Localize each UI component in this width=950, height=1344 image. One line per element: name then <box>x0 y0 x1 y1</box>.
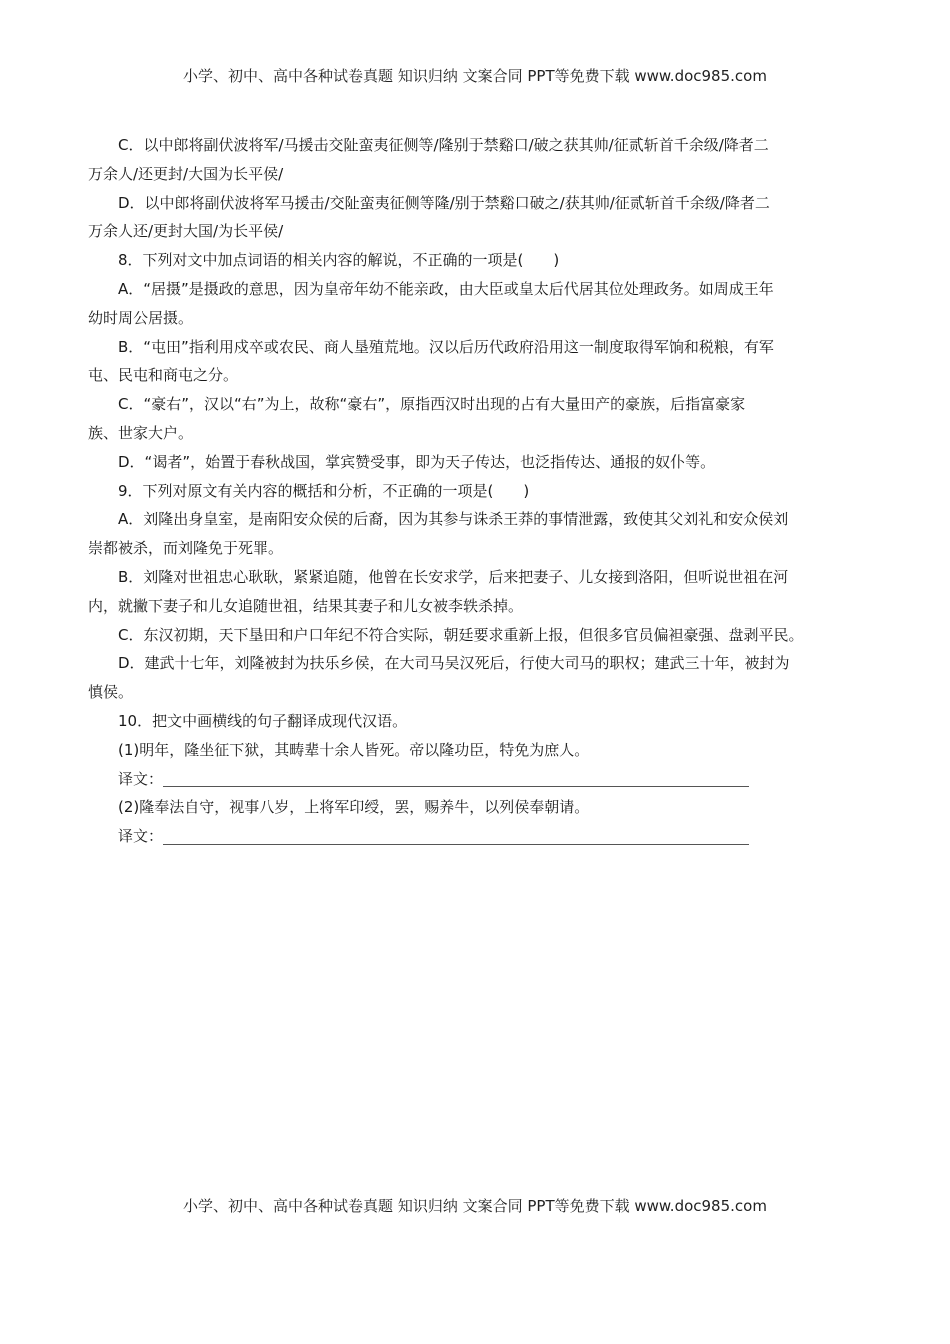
q9-option-b: B．刘隆对世祖忠心耿耿，紧紧追随，他曾在长安求学，后来把妻子、儿女接到洛阳，但听说世祖在河 <box>118 567 789 586</box>
q9-option-d: D．建武十七年，刘隆被封为扶乐乡侯，在大司马吴汉死后，行使大司马的职权；建武三十年，被封为 <box>118 654 790 673</box>
q8-option-b-cont: 屯、民屯和商屯之分。 <box>88 366 239 385</box>
q8-option-a-cont: 幼时周公居摄。 <box>88 308 194 327</box>
document-body <box>88 131 863 851</box>
q10-answer-2 <box>88 822 863 851</box>
q9-option-a: A．刘隆出身皇室，是南阳安众侯的后裔，因为其参与诛杀王莽的事情泄露，致使其父刘礼和安众侯刘 <box>118 510 789 529</box>
question-9 <box>88 477 863 707</box>
page-footer: 小学、初中、高中各种试卷真题 知识归纳 文案合同 PPT等免费下载 www.doc985.com <box>183 1197 767 1215</box>
answer-blank-line <box>163 828 749 845</box>
q10-stem: 10．把文中画横线的句子翻译成现代汉语。 <box>118 711 408 730</box>
q7-option-c: C．以中郎将副伏波将军/马援击交阯蛮夷征侧等/隆别于禁谿口/破之获其帅/征贰斩首千余级/降者二 <box>118 136 769 154</box>
q9-option-d-cont: 慎侯。 <box>88 683 134 702</box>
q8-option-c: C．“豪右”，汉以“右”为上，故称“豪右”，原指西汉时出现的占有大量田产的豪族，后指富豪家 <box>118 395 746 414</box>
q8-option-b: B．“屯田”指利用戍卒或农民、商人垦殖荒地。汉以后历代政府沿用这一制度取得军饷和税粮，有军 <box>118 337 774 356</box>
answer-label: 译文： <box>118 827 164 846</box>
q10-answer-1 <box>88 765 863 794</box>
question-10 <box>88 707 863 851</box>
answer-blank-line <box>163 770 749 787</box>
q10-sentence-2: (2)隆奉法自守，视事八岁，上将军印绶，罢，赐养牛，以列侯奉朝请。 <box>118 798 590 817</box>
q9-option-b-cont: 内，就撇下妻子和儿女追随世祖，结果其妻子和儿女被李轶杀掉。 <box>88 596 524 615</box>
q8-option-a: A．“居摄”是摄政的意思，因为皇帝年幼不能亲政，由大臣或皇太后代居其位处理政务。如周成王年 <box>118 279 774 298</box>
q7-option-d-cont: 万余人还/更封大国/为长平侯/ <box>88 222 284 241</box>
q9-option-a-cont: 崇都被杀，而刘隆免于死罪。 <box>88 539 284 558</box>
q8-option-d: D．“谒者”，始置于春秋战国，掌宾赞受事，即为天子传达，也泛指传达、通报的奴仆等。 <box>118 452 716 471</box>
q9-option-c: C．东汉初期，天下垦田和户口年纪不符合实际，朝廷要求重新上报，但很多官员偏袒豪强、盘剥平民。 <box>118 625 804 644</box>
q8-stem: 8．下列对文中加点词语的相关内容的解说，不正确的一项是( ) <box>118 251 560 270</box>
q7-option-c-cont: 万余人/还更封/大国为长平侯/ <box>88 164 284 183</box>
page-header: 小学、初中、高中各种试卷真题 知识归纳 文案合同 PPT等免费下载 www.doc985.com <box>183 67 767 85</box>
q10-sentence-1: (1)明年，隆坐征下狱，其畴辈十余人皆死。帝以隆功臣，特免为庶人。 <box>118 740 590 759</box>
q8-option-c-cont: 族、世家大户。 <box>88 423 194 442</box>
q7-option-d: D．以中郎将副伏波将军马援击/交阯蛮夷征侧等隆/别于禁谿口破之/获其帅/征贰斩首千余级/降者二 <box>118 193 770 212</box>
question-8 <box>88 246 863 476</box>
question-7-options <box>88 131 863 246</box>
answer-label: 译文： <box>118 769 164 788</box>
q9-stem: 9．下列对原文有关内容的概括和分析，不正确的一项是( ) <box>118 481 530 500</box>
